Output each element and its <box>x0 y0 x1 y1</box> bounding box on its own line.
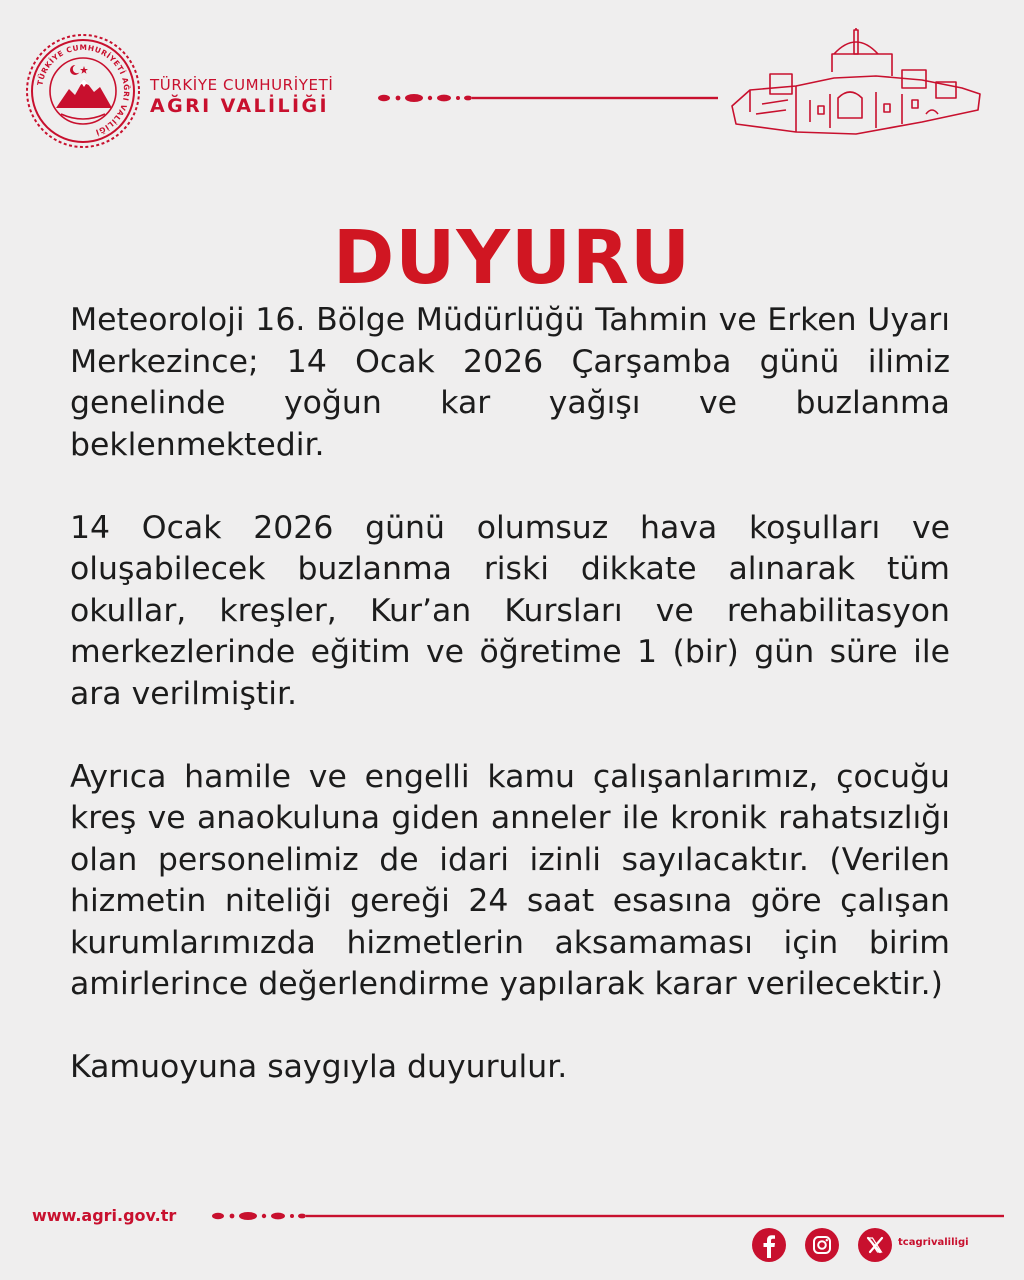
paragraph-school-closure: 14 Ocak 2026 günü olumsuz hava koşulları ve oluşabilecek buzlanma riski dikkate alınarak tüm okullar, kreşler, Kur’an Kursları ve rehabilitasyon merkezlerinde eğitim ve öğretime 1 (bir) gün süre ile ara verilmiştir. <box>70 509 950 712</box>
ornament-divider-bottom <box>212 1206 1004 1226</box>
x-icon[interactable] <box>858 1228 892 1262</box>
seal-icon <box>24 32 142 150</box>
institution-line-1: TÜRKİYE CUMHURİYETİ <box>150 76 334 94</box>
header <box>0 0 1024 170</box>
instagram-icon[interactable] <box>805 1228 839 1262</box>
paragraph-closing: Kamuoyuna saygıyla duyurulur. <box>70 1049 568 1085</box>
paragraph-administrative-leave: Ayrıca hamile ve engelli kamu çalışanlarımız, çocuğu kreş ve anaokuluna giden anneler ile kronik rahatsızlığı olan personelimiz de idari izinli sayılacaktır. (Verilen hizmetin niteliği gereği 24 saat esasına göre çalışan kurumlarımızda hizmetlerin aksamaması için birim amirlerince değerlendirme yapılarak karar verilecektir.) <box>70 758 950 1002</box>
institution-name <box>150 76 333 118</box>
ornament-divider-top <box>378 88 718 108</box>
ishak-pasha-palace-icon <box>726 28 986 140</box>
website-link[interactable]: www.agri.gov.tr <box>32 1206 177 1225</box>
seal-text: TÜRKİYE CUMHURİYETİ AĞRI VALİLİĞİ <box>35 42 132 137</box>
social-handle[interactable]: tcagrivaliligi <box>898 1237 969 1248</box>
facebook-icon[interactable] <box>752 1228 786 1262</box>
paragraph-weather-warning: Meteoroloji 16. Bölge Müdürlüğü Tahmin ve Erken Uyarı Merkezince; 14 Ocak 2026 Çarşamba günü ilimiz genelinde yoğun kar yağışı ve buzlanma beklenmektedir. <box>70 302 950 463</box>
announcement-body <box>70 300 950 1089</box>
institution-line-2: AĞRI VALİLİĞİ <box>150 95 329 117</box>
page-title: DUYURU <box>332 215 692 301</box>
